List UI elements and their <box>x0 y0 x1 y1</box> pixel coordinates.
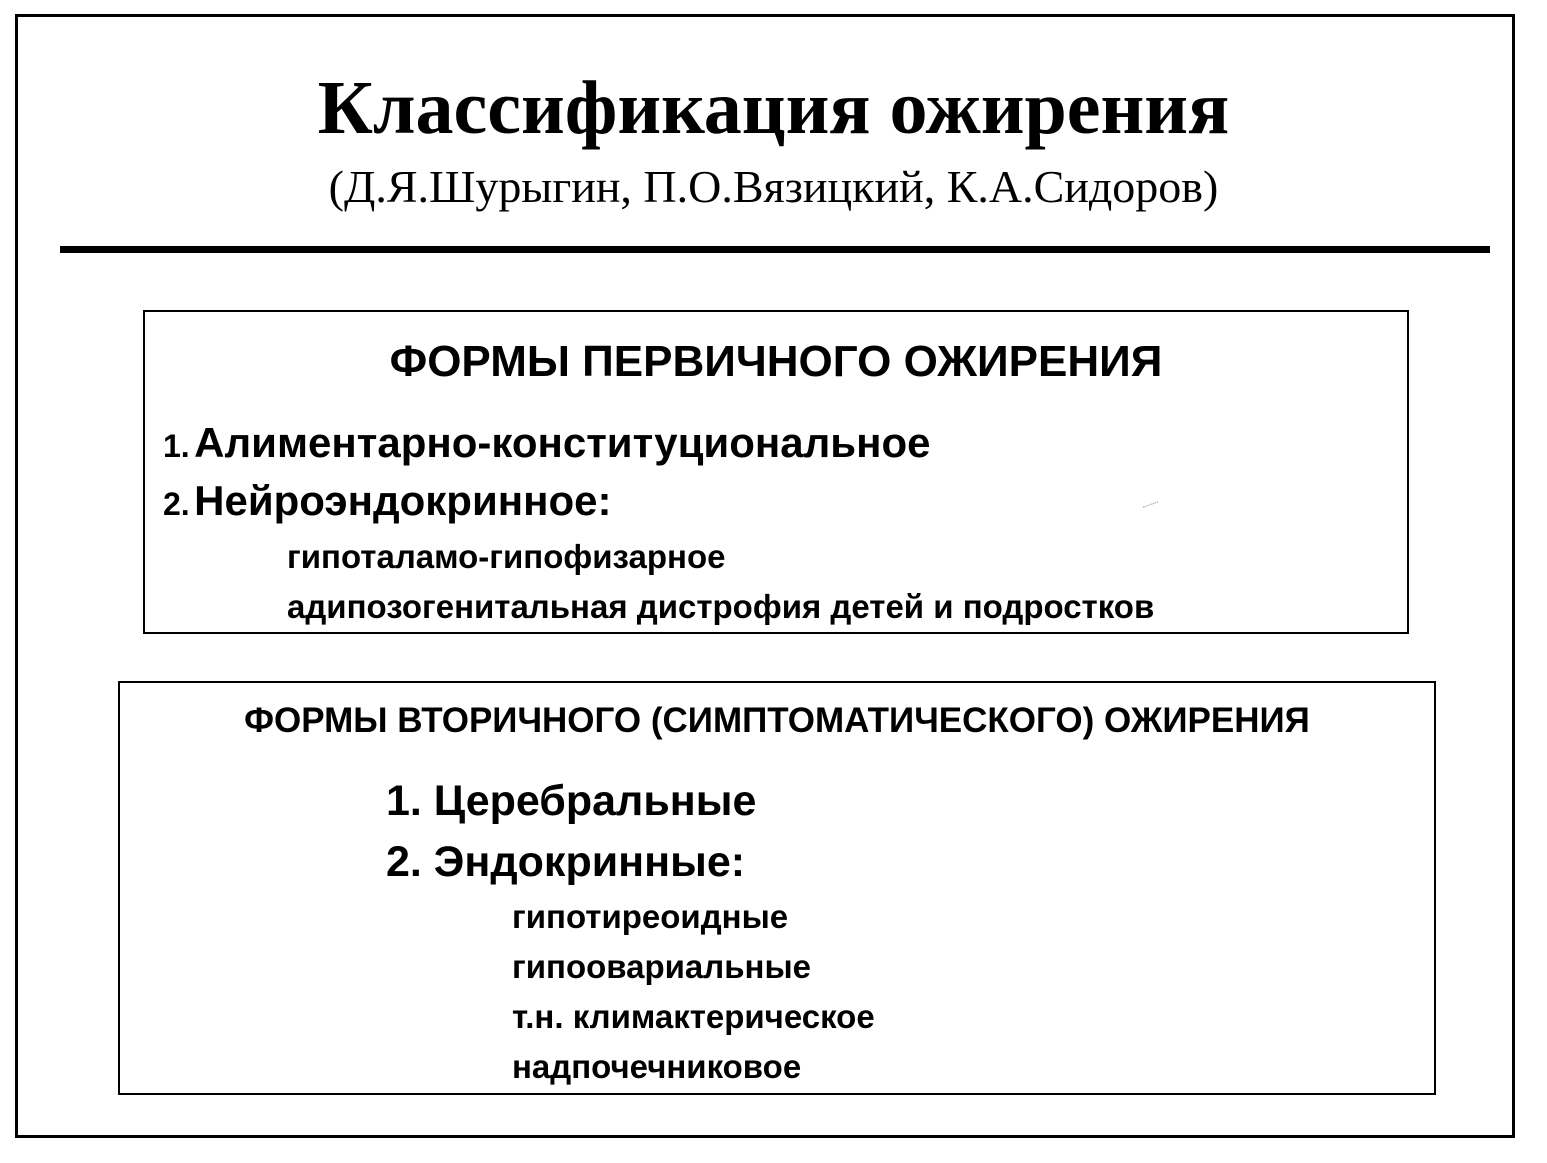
secondary-subitem: гипотиреоидные <box>512 898 789 935</box>
secondary-item: 1. Церебральные <box>386 777 757 825</box>
primary-subitem: адипозогенитальная дистрофия детей и подростков <box>287 588 1155 625</box>
primary-subitem: гипоталамо-гипофизарное <box>287 538 726 575</box>
authors-subtitle: (Д.Я.Шурыгин, П.О.Вязицкий, К.А.Сидоров) <box>328 161 1219 212</box>
secondary-subitem: надпочечниковое <box>512 1048 802 1085</box>
secondary-heading: ФОРМЫ ВТОРИЧНОГО (СИМПТОМАТИЧЕСКОГО) ОЖИРЕНИЯ <box>244 701 1310 740</box>
primary-heading: ФОРМЫ ПЕРВИЧНОГО ОЖИРЕНИЯ <box>389 337 1163 386</box>
primary-item-2 <box>163 477 612 524</box>
secondary-subitem: гипоовариальные <box>512 948 811 985</box>
primary-item-1-number: 1. <box>163 428 190 464</box>
page-title: Классификация ожирения <box>317 66 1230 150</box>
primary-item-1 <box>163 419 931 466</box>
primary-item-1-label: Алиментарно-конституциональное <box>194 419 931 466</box>
primary-item-2-label: Нейроэндокринное: <box>194 477 612 524</box>
primary-obesity-box <box>143 310 1409 634</box>
secondary-subitem: т.н. климактерическое <box>512 998 875 1035</box>
title-divider <box>60 246 1490 253</box>
primary-item-2-number: 2. <box>163 486 190 522</box>
secondary-item: 2. Эндокринные: <box>386 838 746 886</box>
secondary-obesity-box <box>118 681 1436 1095</box>
